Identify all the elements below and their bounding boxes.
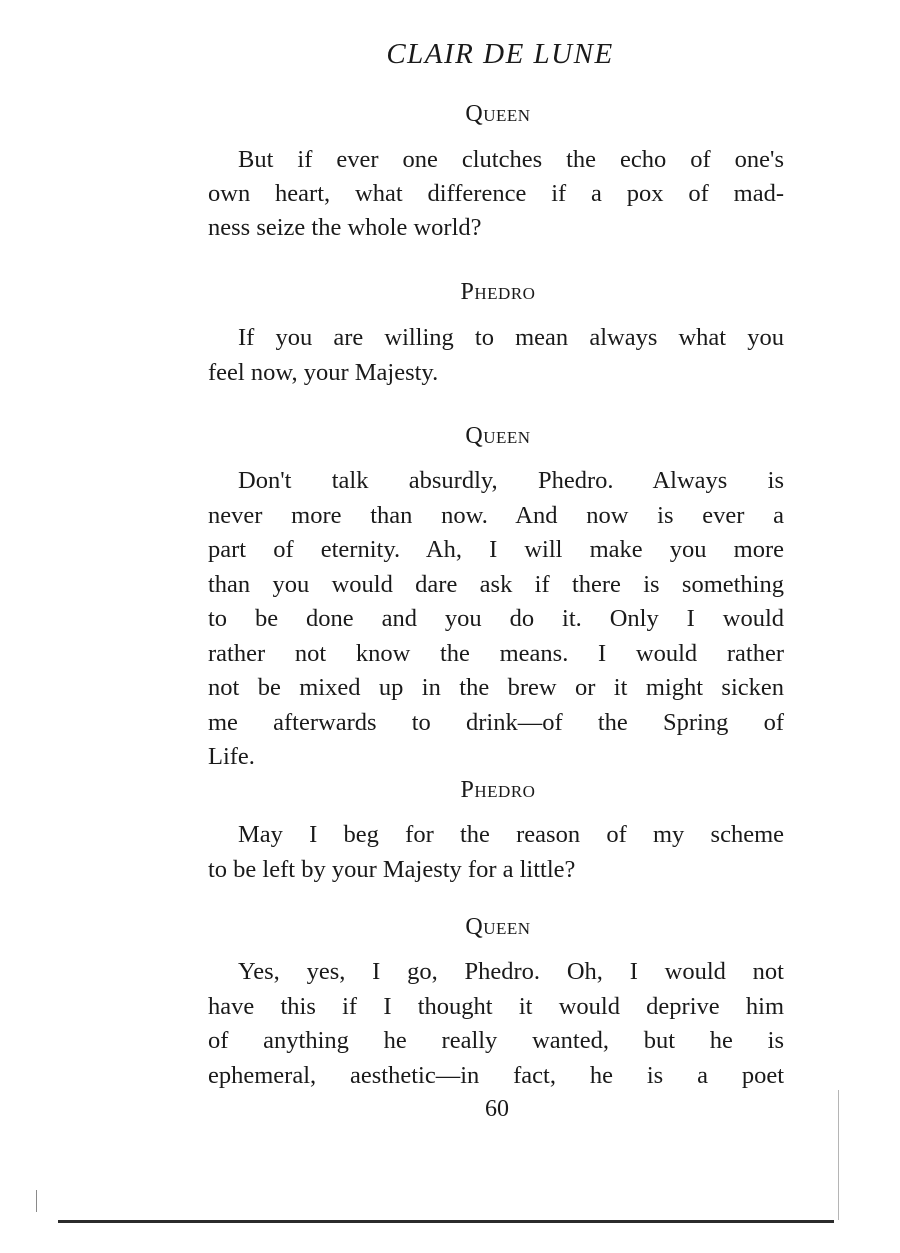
speaker-name: Phedro (460, 279, 536, 305)
dialogue-line: feel now, your Majesty. (208, 359, 439, 386)
dialogue-line: Life. (208, 743, 255, 770)
dialogue-line: own heart, what difference if a pox of mad- (208, 180, 784, 207)
scan-edge-marks (838, 1090, 839, 1220)
dialogue-line: part of eternity. Ah, I will make you more (208, 536, 784, 563)
dialogue-line: But if ever one clutches the echo of one's (238, 146, 784, 173)
running-head: CLAIR DE LUNE (386, 38, 614, 70)
dialogue-line: May I beg for the reason of my scheme (238, 821, 784, 848)
dialogue-line: If you are willing to mean always what you (238, 324, 784, 351)
dialogue-line: rather not know the means. I would rather (208, 640, 784, 667)
dialogue-line: have this if I thought it would deprive him (208, 993, 784, 1020)
dialogue-line: of anything he really wanted, but he is (208, 1027, 784, 1054)
speaker-name: Queen (465, 423, 531, 449)
scan-edge-rule (58, 1220, 834, 1223)
speaker-name: Queen (465, 101, 531, 127)
dialogue-line: Yes, yes, I go, Phedro. Oh, I would not (238, 958, 784, 985)
speaker-name: Phedro (460, 777, 536, 803)
scan-edge-marks (36, 1190, 37, 1212)
dialogue-line: never more than now. And now is ever a (208, 502, 784, 529)
dialogue-line: ephemeral, aesthetic—in fact, he is a poet (208, 1062, 784, 1089)
dialogue-line: than you would dare ask if there is something (208, 571, 784, 598)
dialogue-line: ness seize the whole world? (208, 214, 482, 241)
dialogue-line: Don't talk absurdly, Phedro. Always is (238, 467, 784, 494)
dialogue-line: to be left by your Majesty for a little? (208, 856, 576, 883)
dialogue-line: not be mixed up in the brew or it might sicken (208, 674, 784, 701)
page-number: 60 (485, 1096, 509, 1122)
speaker-name: Queen (465, 914, 531, 940)
dialogue-line: to be done and you do it. Only I would (208, 605, 784, 632)
dialogue-line: me afterwards to drink—of the Spring of (208, 709, 784, 736)
